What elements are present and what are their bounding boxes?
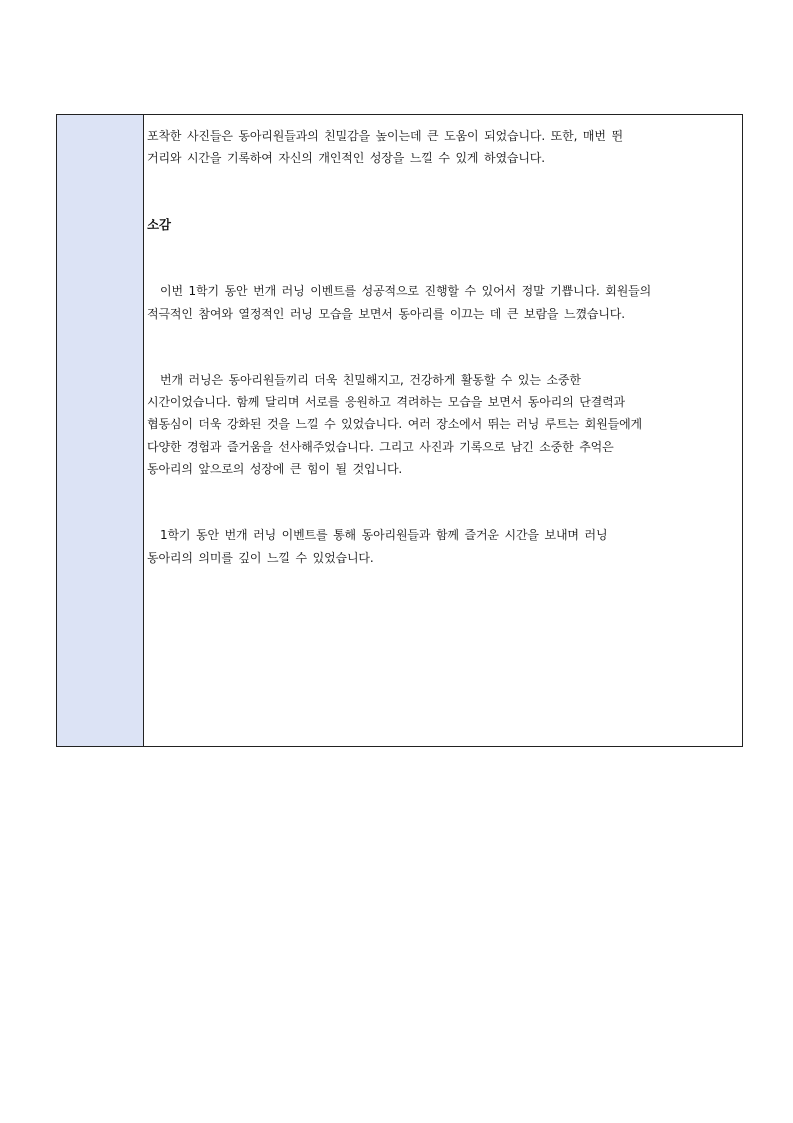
text-line: 다양한 경험과 즐거움을 선사해주었습니다. 그리고 사진과 기록으로 남긴 소중한 추억은 xyxy=(147,439,614,454)
content-body xyxy=(147,125,736,569)
text-line: 거리와 시간을 기록하여 자신의 개인적인 성장을 느낄 수 있게 하였습니다. xyxy=(147,151,545,166)
content-cell xyxy=(144,115,743,747)
text-line: 적극적인 참여와 열정적인 러닝 모습을 보면서 동아리를 이끄는 데 큰 보람을 느꼈습니다. xyxy=(147,306,625,321)
text-line: 시간이었습니다. 함께 달리며 서로를 응원하고 격려하는 모습을 보면서 동아리의 단결력과 xyxy=(147,395,626,410)
text-line: 협동심이 더욱 강화된 것을 느낄 수 있었습니다. 여러 장소에서 뛰는 러닝 루트는 회원들에게 xyxy=(147,417,642,432)
text-line: 포착한 사진들은 동아리원들과의 친밀감을 높이는데 큰 도움이 되었습니다. 또한, 매번 뛴 xyxy=(147,129,623,143)
text-line: 이번 1학기 동안 번개 러닝 이벤트를 성공적으로 진행할 수 있어서 정말 기쁩니다. 회원들의 xyxy=(160,284,652,299)
text-line: 번개 러닝은 동아리원들끼리 더욱 친밀해지고, 건강하게 활동할 수 있는 소중한 xyxy=(160,373,581,388)
section-heading: 소감 xyxy=(147,216,171,232)
report-table xyxy=(56,114,743,747)
text-line: 동아리의 의미를 깊이 느낄 수 있었습니다. xyxy=(147,550,374,565)
text-line: 동아리의 앞으로의 성장에 큰 힘이 될 것입니다. xyxy=(147,461,403,476)
text-line: 1학기 동안 번개 러닝 이벤트를 통해 동아리원들과 함께 즐거운 시간을 보내며 러닝 xyxy=(160,528,608,543)
label-column-cell xyxy=(57,115,144,747)
